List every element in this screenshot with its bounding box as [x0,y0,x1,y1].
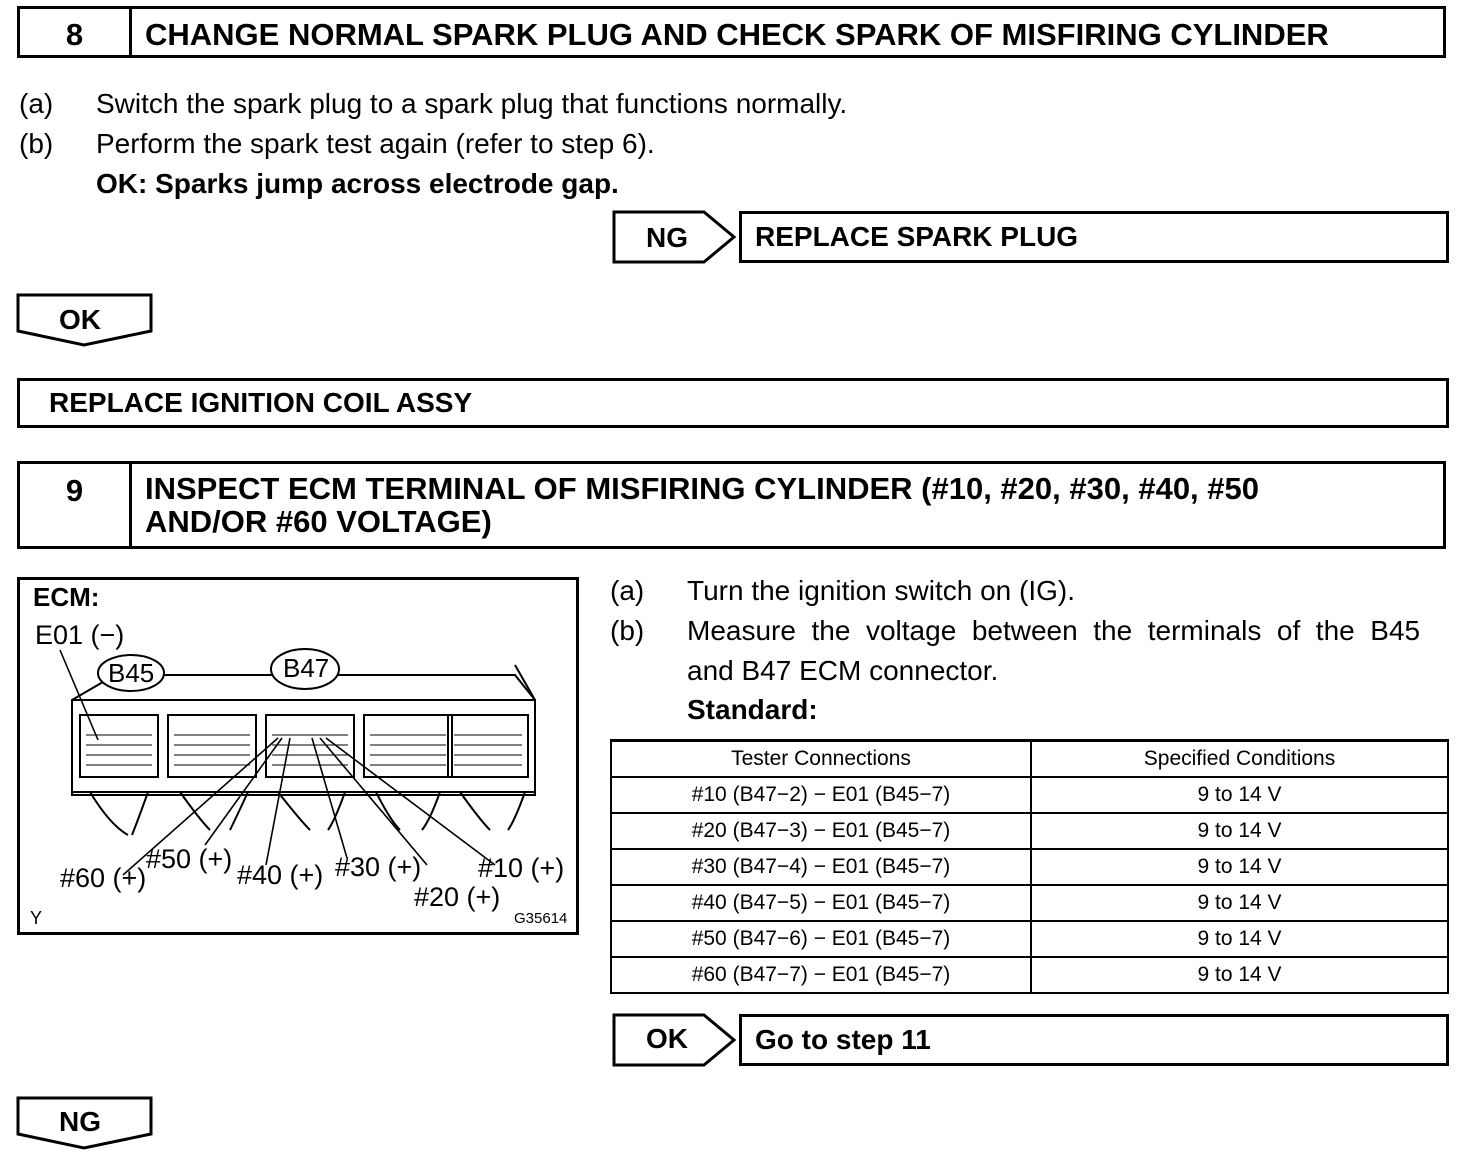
step-title-line2: AND/OR #60 VOLTAGE) [145,504,492,539]
table-cell: 9 to 14 V [1031,885,1448,921]
table-header: Tester Connections [611,741,1031,778]
item-text: Turn the ignition switch on (IG). [687,575,1076,606]
step-number: 9 [20,464,132,546]
table-cell: #40 (B47−5) − E01 (B45−7) [611,885,1031,921]
table-cell: #20 (B47−3) − E01 (B45−7) [611,813,1031,849]
t20-terminal-label: #20 (+) [414,882,501,912]
t10-terminal-label: #10 (+) [478,853,565,883]
item-text: Perform the spark test again (refer to step 6). [96,128,655,159]
item-label: (a) [610,575,645,606]
b47-connector-label: B47 [283,653,330,683]
b45-connector-label: B45 [108,658,155,688]
step8-ok-criteria: OK: Sparks jump across electrode gap. [96,168,619,199]
table-header: Specified Conditions [1031,741,1448,778]
step-title-line1: INSPECT ECM TERMINAL OF MISFIRING CYLINDER (#10, #20, #30, #40, #50 [145,471,1260,506]
step9-item-b-cont: and B47 ECM connector. [687,655,999,686]
table-header-row [611,741,1448,778]
ok-label: OK [59,304,101,335]
step-number: 8 [20,9,132,55]
t60-terminal-label: #60 (+) [60,863,147,893]
table-row [611,885,1448,921]
item-label: (a) [19,88,54,119]
ok-result-text: Go to step 11 [755,1024,931,1055]
table-cell: 9 to 14 V [1031,813,1448,849]
ng-result-text: REPLACE SPARK PLUG [755,221,1079,252]
table-cell: #30 (B47−4) − E01 (B45−7) [611,849,1031,885]
spec-table [610,739,1449,994]
table-cell: 9 to 14 V [1031,849,1448,885]
replace-ignition-coil-box [17,378,1449,428]
standard-label: Standard: [687,694,818,725]
t50-terminal-label: #50 (+) [146,844,233,874]
item-text: Switch the spark plug to a spark plug that functions normally. [96,88,848,119]
table-row [611,957,1448,993]
step-title: CHANGE NORMAL SPARK PLUG AND CHECK SPARK OF MISFIRING CYLINDER [145,17,1329,52]
ng-label: NG [646,222,688,253]
step8-item-b [19,128,655,160]
step8-item-a [19,88,847,120]
ok-result-box [739,1014,1449,1066]
figure-id: G35614 [514,910,568,927]
figure-title: ECM: [33,582,100,612]
step-9-header [17,461,1446,549]
table-row [611,849,1448,885]
table-row [611,921,1448,957]
ok-label: OK [646,1023,688,1054]
table-row [611,777,1448,813]
e01-terminal-label: E01 (−) [35,620,125,650]
table-cell: #50 (B47−6) − E01 (B45−7) [611,921,1031,957]
t30-terminal-label: #30 (+) [335,852,422,882]
replace-ignition-coil-text: REPLACE IGNITION COIL ASSY [49,387,473,418]
ng-result-box [739,211,1449,263]
table-cell: 9 to 14 V [1031,777,1448,813]
table-cell: #60 (B47−7) − E01 (B45−7) [611,957,1031,993]
table-cell: #10 (B47−2) − E01 (B45−7) [611,777,1031,813]
figure-corner-code: Y [30,908,43,928]
t40-terminal-label: #40 (+) [237,860,324,890]
table-cell: 9 to 14 V [1031,957,1448,993]
item-label: (b) [610,615,645,646]
step9-item-b [610,615,1420,647]
table-row [611,813,1448,849]
table-cell: 9 to 14 V [1031,921,1448,957]
ng-label: NG [59,1106,101,1137]
ecm-figure [17,577,579,935]
step-8-header [17,6,1446,58]
step9-item-a [610,575,1075,607]
step-title [132,464,1443,546]
item-label: (b) [19,128,54,159]
item-text: Measure the voltage between the terminals of the B45 [687,615,1421,646]
